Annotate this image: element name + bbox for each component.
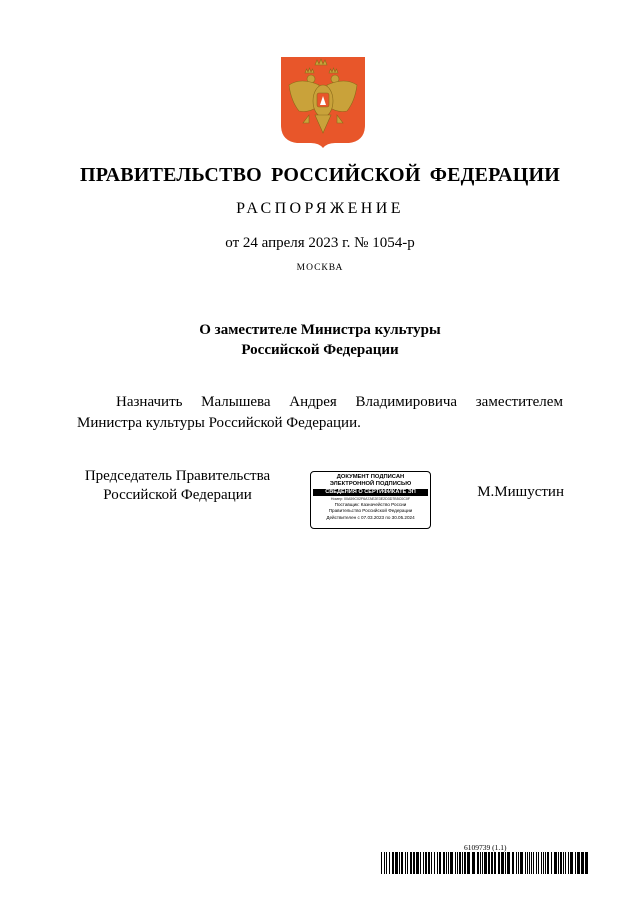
stamp-title-line-2: ЭЛЕКТРОННОЙ ПОДПИСЬЮ — [329, 481, 412, 487]
body-word: Назначить — [116, 394, 183, 410]
stamp-validity: Действителен с 07.03.2023 по 30.05.2024 — [326, 514, 415, 520]
body-word: Андрея — [289, 394, 337, 410]
document-type: РАСПОРЯЖЕНИЕ — [236, 200, 404, 217]
subject-line-1: О заместителе Министра культуры — [199, 322, 441, 338]
barcode-number: 6109739 (1.1) — [464, 843, 507, 852]
e-signature-stamp — [310, 471, 431, 529]
stamp-supplier: Поставщик: Казначейство России — [334, 502, 407, 507]
body-word: заместителем — [475, 394, 563, 410]
stamp-serial: Номер: 00A59C02F6A7AE2E3E2D3D7B5C0C0F — [330, 497, 411, 501]
stamp-title-line-1: ДОКУМЕНТ ПОДПИСАН — [336, 474, 405, 480]
body-word: Малышева — [201, 394, 271, 410]
coat-of-arms-icon — [279, 55, 367, 149]
signer-role — [70, 467, 285, 505]
document-subject — [0, 320, 640, 360]
document-date-number: от 24 апреля 2023 г. № 1054-р — [225, 235, 415, 251]
government-title: ПРАВИТЕЛЬСТВО РОССИЙСКОЙ ФЕДЕРАЦИИ — [80, 164, 560, 186]
body-line-2: Министра культуры Российской Федерации. — [77, 415, 361, 431]
barcode-icon — [381, 852, 591, 874]
body-word: Владимировича — [355, 394, 458, 410]
signer-role-line-1: Председатель Правительства — [84, 468, 271, 484]
subject-line-2: Российской Федерации — [241, 342, 399, 358]
stamp-title — [311, 474, 430, 488]
signer-name: М.Мишустин — [477, 484, 564, 500]
stamp-certificate-header: СВЕДЕНИЯ О СЕРТИФИКАТЕ ЭП — [313, 489, 428, 496]
document-body — [77, 392, 563, 434]
body-line-1 — [77, 392, 563, 413]
stamp-owner: Правительство Российской Федерации — [328, 508, 413, 514]
signer-role-line-2: Российской Федерации — [103, 487, 252, 503]
document-city: МОСКВА — [296, 263, 344, 273]
